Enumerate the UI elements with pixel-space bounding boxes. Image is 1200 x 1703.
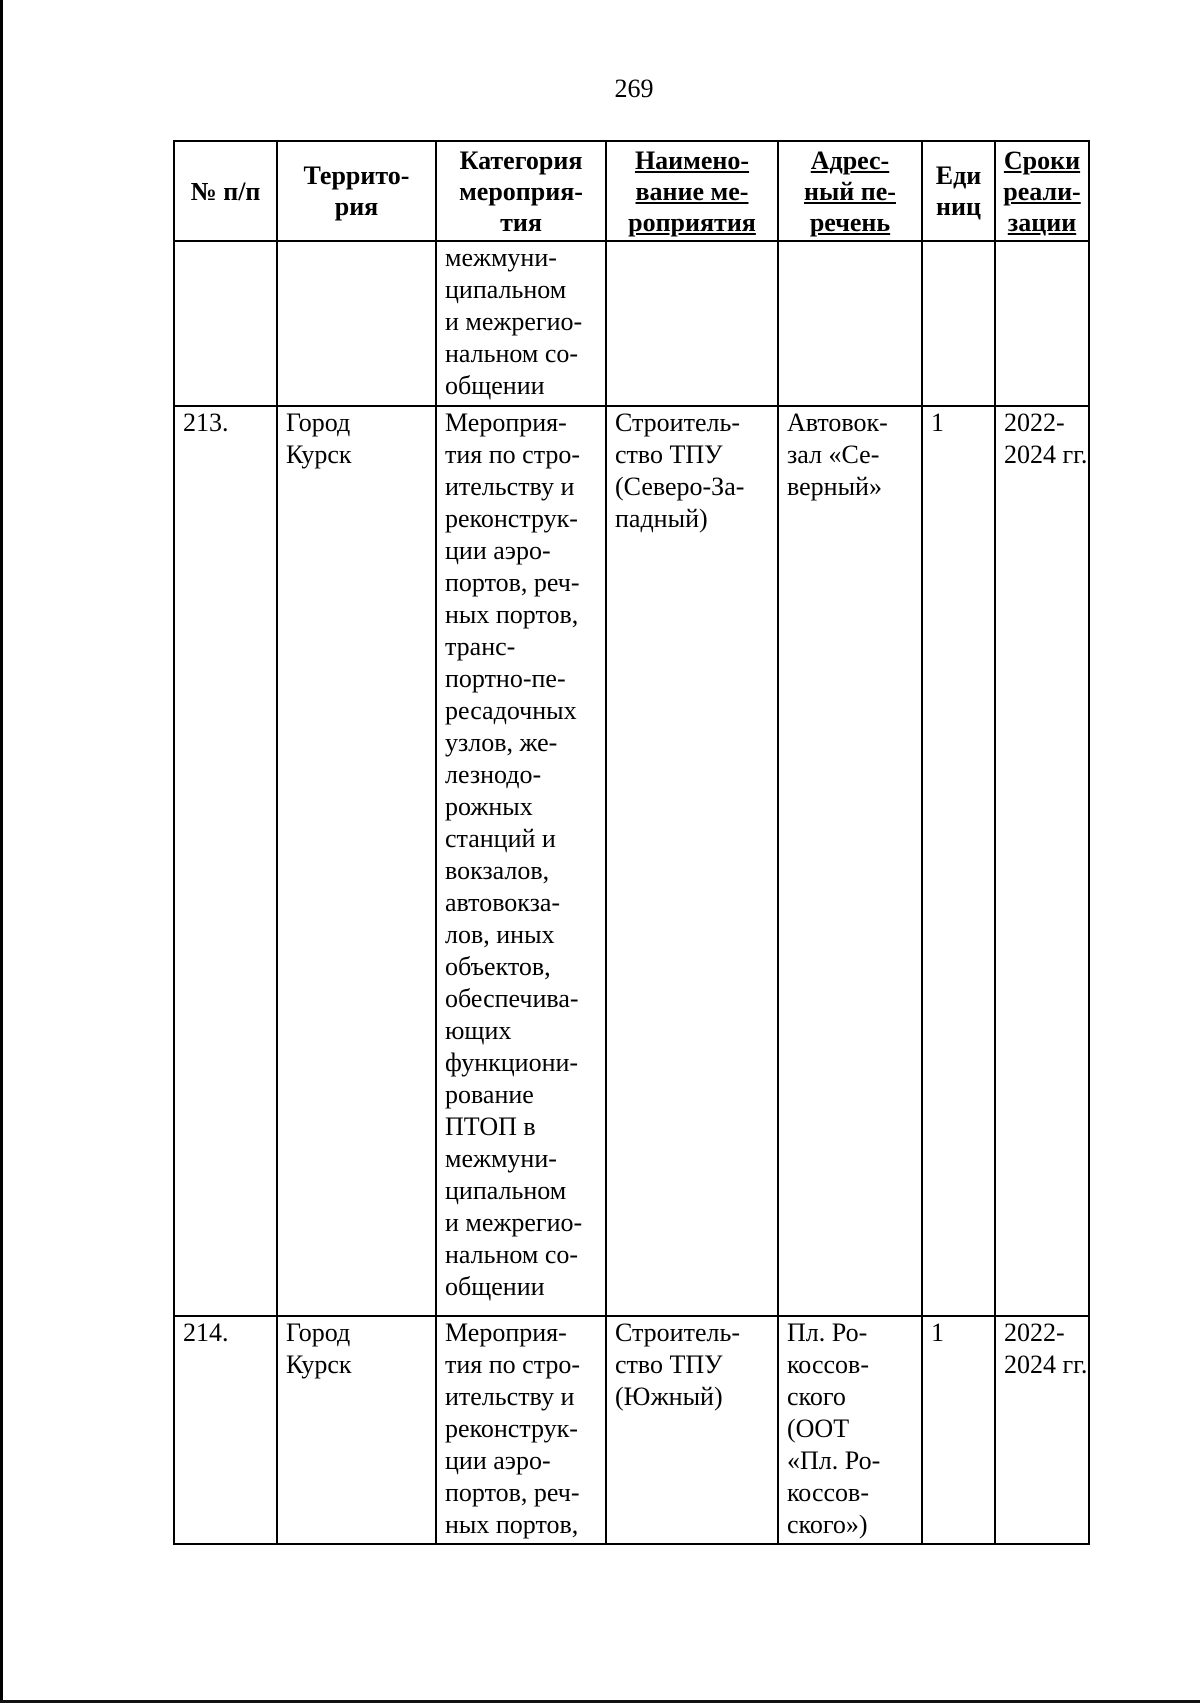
cell-units xyxy=(922,241,995,406)
cell-units: 1 xyxy=(922,406,995,1316)
cell-number xyxy=(174,241,277,406)
cell-number: 214. xyxy=(174,1316,277,1544)
cell-territory: Город Курск xyxy=(277,1316,436,1544)
column-header-name: Наимено- вание ме- роприятия xyxy=(606,141,778,241)
table-row xyxy=(174,241,1089,406)
cell-territory xyxy=(277,241,436,406)
cell-name xyxy=(606,241,778,406)
cell-territory: Город Курск xyxy=(277,406,436,1316)
cell-address: Пл. Ро- коссов- ского (ООТ «Пл. Ро- коссов- ского») xyxy=(778,1316,922,1544)
cell-name: Строитель- ство ТПУ (Северо-За- падный) xyxy=(606,406,778,1316)
table-header-row xyxy=(174,141,1089,241)
table-row xyxy=(174,406,1089,1316)
cell-category: Мероприя- тия по стро- ительству и реконструк- ции аэро- портов, реч- ных портов, транс- портно-пе- ресадочных узлов, же- лезнодо- рожных станций и вокзалов, автовокза- лов, иных объектов, обеспечива- ющих функциони- рование ПТОП в межмуни- ципальном и межрегио- нальном со- общении xyxy=(436,406,606,1316)
column-header-period: Сроки реали- зации xyxy=(995,141,1089,241)
column-header-address: Адрес- ный пе- речень xyxy=(778,141,922,241)
page-number: 269 xyxy=(614,74,654,103)
column-header-units: Еди ниц xyxy=(922,141,995,241)
cell-units: 1 xyxy=(922,1316,995,1544)
column-header-category: Категория мероприя- тия xyxy=(436,141,606,241)
table-row xyxy=(174,1316,1089,1544)
cell-category: Мероприя- тия по стро- ительству и реконструк- ции аэро- портов, реч- ных портов, xyxy=(436,1316,606,1544)
measures-table xyxy=(173,140,1090,1545)
cell-period: 2022- 2024 гг. xyxy=(995,1316,1089,1544)
scan-edge-left xyxy=(0,0,3,1703)
cell-category: межмуни- ципальном и межрегио- нальном со- общении xyxy=(436,241,606,406)
cell-address xyxy=(778,241,922,406)
column-header-territory: Террито- рия xyxy=(277,141,436,241)
cell-period xyxy=(995,241,1089,406)
cell-name: Строитель- ство ТПУ (Южный) xyxy=(606,1316,778,1544)
cell-number: 213. xyxy=(174,406,277,1316)
cell-period: 2022- 2024 гг. xyxy=(995,406,1089,1316)
cell-address: Автовок- зал «Се- верный» xyxy=(778,406,922,1316)
column-header-number: № п/п xyxy=(174,141,277,241)
